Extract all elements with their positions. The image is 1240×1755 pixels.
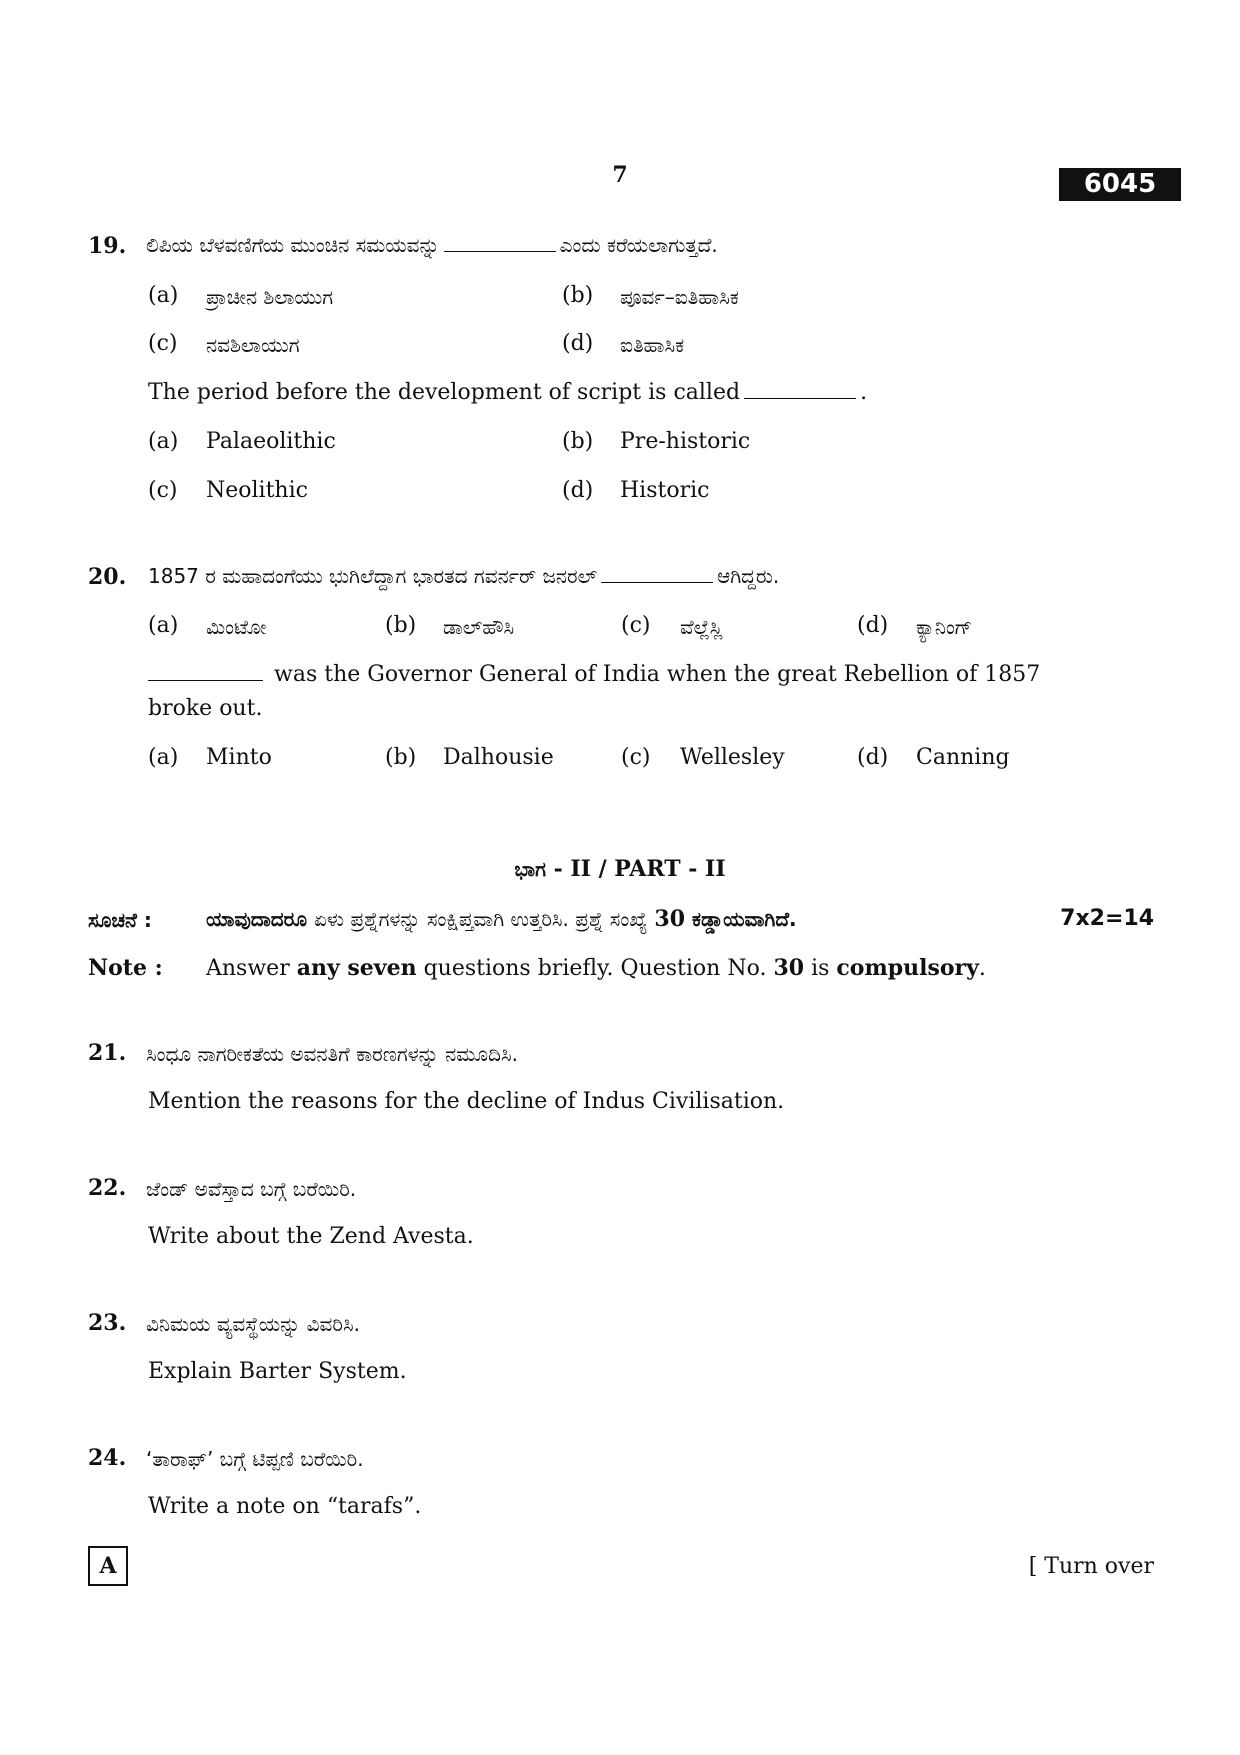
answer-blank (601, 581, 713, 583)
question-number: 21. (88, 1040, 127, 1066)
option-text: ಪ್ರಾಚೀನ ಶಿಲಾಯುಗ (206, 285, 334, 309)
option-label: (a) (148, 283, 179, 308)
option-label: (d) (857, 745, 889, 770)
option-label: (b) (562, 429, 594, 454)
note-label: Note : (88, 955, 163, 981)
question-kannada: ಸಿಂಧೂ ನಾಗರೀಕತೆಯ ಅವನತಿಗೆ ಕಾರಣಗಳನ್ನು ನಮೂದಿಸಿ. (146, 1042, 518, 1066)
answer-blank (444, 250, 556, 252)
question-english: Write about the Zend Avesta. (148, 1224, 474, 1249)
option-label: (d) (562, 478, 594, 503)
option-label: (b) (562, 283, 594, 308)
paper-code-badge: 6045 (1059, 168, 1181, 201)
question-number: 23. (88, 1310, 127, 1336)
option-label: (b) (385, 613, 417, 638)
option-text: ಡಾಲ್‌ಹೌಸಿ (443, 615, 515, 639)
option-label: (c) (621, 745, 651, 770)
option-text: ನವಶಿಲಾಯುಗ (206, 333, 300, 357)
question-20-english-cont: broke out. (148, 696, 263, 721)
option-label: (c) (621, 613, 651, 638)
option-text: Neolithic (206, 478, 308, 503)
question-kannada: ವಿನಿಮಯ ವ್ಯವಸ್ಥೆಯನ್ನು ವಿವರಿಸಿ. (146, 1312, 360, 1336)
question-number: 19. (88, 233, 127, 259)
section-heading: ಭಾಗ - II / PART - II (514, 856, 726, 882)
option-label: (c) (148, 331, 178, 356)
option-label: (a) (148, 745, 179, 770)
instruction-label-kannada: ಸೂಚನೆ : (88, 908, 152, 932)
question-kannada: ‘ತಾರಾಫ್’ ಬಗ್ಗೆ ಟಿಪ್ಪಣಿ ಬರೆಯಿರಿ. (146, 1447, 364, 1471)
option-label: (d) (857, 613, 889, 638)
question-kannada: ಜೆಂಡ್ ಅವೆಸ್ತಾದ ಬಗ್ಗೆ ಬರೆಯಿರಿ. (146, 1177, 357, 1201)
option-text: Canning (916, 745, 1010, 770)
question-19-kannada: ಲಿಪಿಯ ಬೆಳವಣಿಗೆಯ ಮುಂಚಿನ ಸಮಯವನ್ನು ಎಂದು ಕರೆಯಲಾಗುತ್ತದೆ. (146, 233, 718, 257)
option-text: ಪೂರ್ವ–ಐತಿಹಾಸಿಕ (620, 285, 739, 309)
note-text: Answer any seven questions briefly. Question No. 30 is compulsory. (206, 955, 986, 981)
turn-over-label: [ Turn over (1028, 1554, 1154, 1579)
instruction-kannada: ಯಾವುದಾದರೂ ಏಳು ಪ್ರಶ್ನೆಗಳನ್ನು ಸಂಕ್ಷಿಪ್ತವಾಗಿ ಉತ್ತರಿಸಿ. ಪ್ರಶ್ನೆ ಸಂಖ್ಯೆ 30 ಕಡ್ಡಾಯವಾಗಿದೆ. (206, 906, 797, 932)
option-text: ಕ್ಯಾನಿಂಗ್ (916, 615, 973, 639)
question-number: 20. (88, 564, 127, 590)
option-label: (b) (385, 745, 417, 770)
option-label: (a) (148, 429, 179, 454)
option-label: (c) (148, 478, 178, 503)
question-number: 24. (88, 1445, 127, 1471)
marks-label: 7x2=14 (1060, 906, 1154, 931)
option-text: Palaeolithic (206, 429, 336, 454)
option-text: Dalhousie (443, 745, 554, 770)
question-20-kannada: 1857 ರ ಮಹಾದಂಗೆಯು ಭುಗಿಲೆದ್ದಾಗ ಭಾರತದ ಗವರ್ನರ್ ಜನರಲ್ ಆಗಿದ್ದರು. (148, 564, 780, 588)
option-text: ಮಿಂಟೋ (206, 615, 267, 639)
option-text: Wellesley (680, 745, 785, 770)
question-19-english: The period before the development of script is called . (148, 380, 868, 405)
option-text: Historic (620, 478, 710, 503)
page-number: 7 (612, 162, 628, 188)
option-label: (a) (148, 613, 179, 638)
option-text: ವೆಲ್ಲೆಸ್ಲಿ (680, 615, 723, 639)
question-english: Mention the reasons for the decline of Indus Civilisation. (148, 1089, 785, 1114)
answer-blank (744, 397, 856, 399)
question-english: Explain Barter System. (148, 1359, 407, 1384)
question-english: Write a note on “tarafs”. (148, 1494, 422, 1519)
question-number: 22. (88, 1175, 127, 1201)
option-text: Pre-historic (620, 429, 751, 454)
option-text: Minto (206, 745, 272, 770)
option-label: (d) (562, 331, 594, 356)
answer-blank (148, 679, 263, 681)
option-text: ಐತಿಹಾಸಿಕ (620, 333, 685, 357)
version-box: A (88, 1546, 128, 1586)
question-20-english: was the Governor General of India when the great Rebellion of 1857 (148, 662, 1040, 687)
